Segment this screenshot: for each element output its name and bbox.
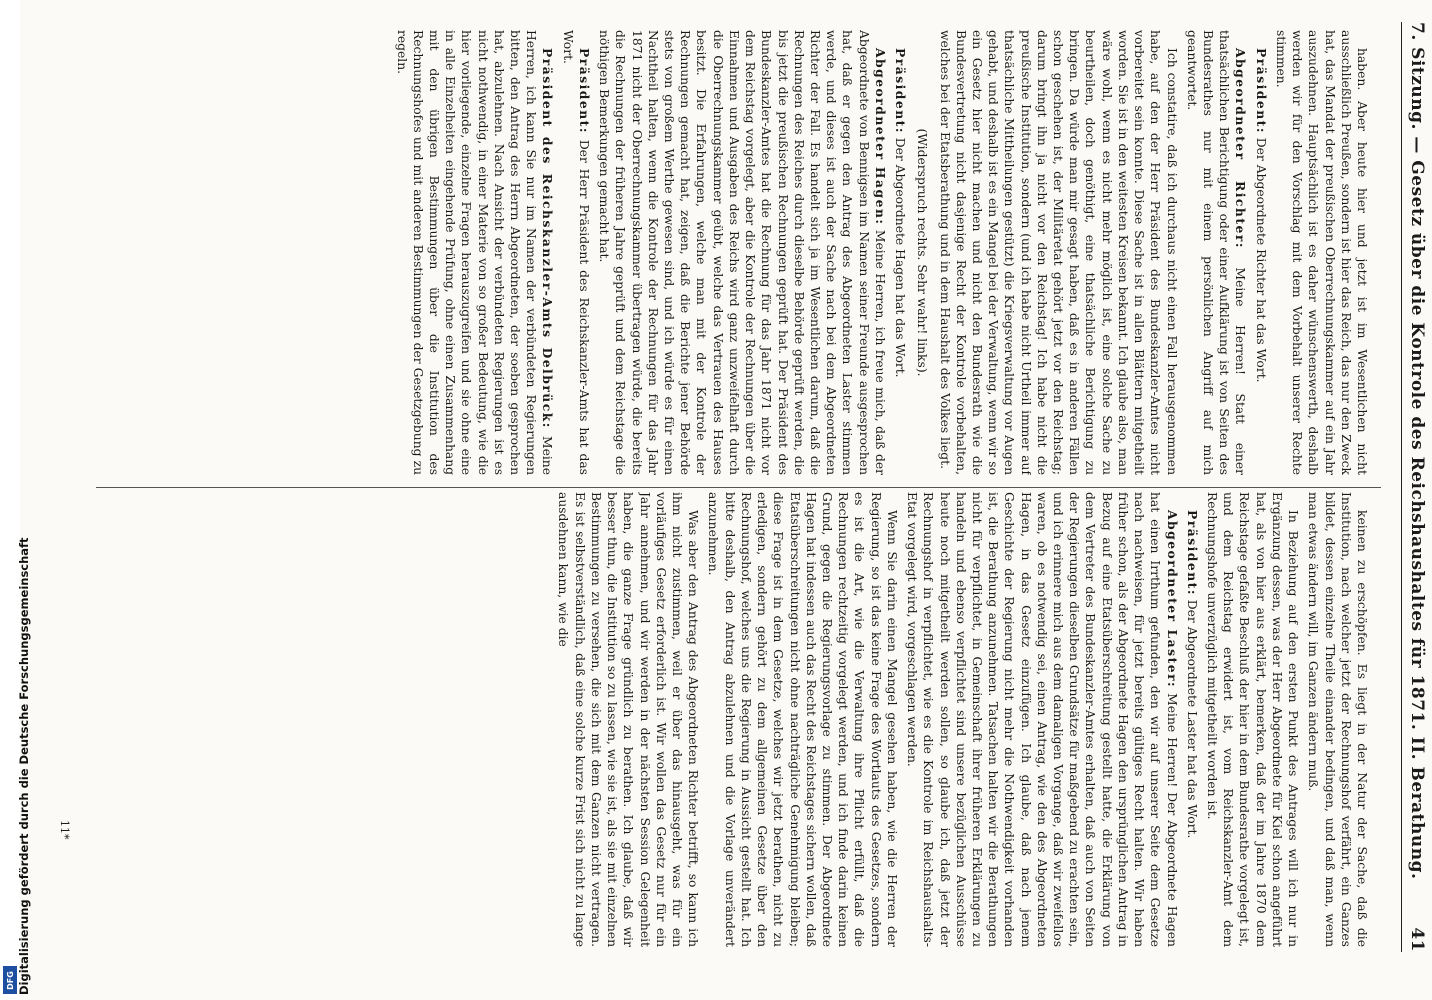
speaker-label: Präsident des Reichskanzler-Amts Delbrück:	[540, 48, 556, 429]
running-title: 7. Sitzung. — Gesetz über die Kontrole des Reichshaushaltes für 1871. II. Berathung.	[1407, 22, 1428, 880]
paragraph	[393, 30, 555, 475]
paragraph	[1204, 492, 1301, 947]
speaker-label: Abgeordneter Hagen:	[872, 48, 888, 226]
signature-mark: 11*	[58, 820, 71, 840]
paragraph-text: Meine Herren! Statt einer thatsächlichen Berichtigung oder einer Aufklärung ist von Seiten des Bundesrathes nur mit einem persönlichen Angriff auf mich geantwortet.	[1184, 30, 1248, 475]
paragraph	[904, 492, 1180, 947]
paragraph	[1273, 30, 1370, 475]
paragraph	[555, 492, 701, 947]
paragraph-text: Der Abgeordnete Richter hat das Wort.	[1253, 137, 1268, 383]
paragraph	[1184, 30, 1249, 475]
page-number: 41	[1407, 927, 1428, 952]
paragraph-text: keinen zu erschöpfen. Es liegt in der Natur der Sache, daß die Institution, nach welcher jetzt der Rechnungshof verfährt, ein Ganzes bildet, dessen einzelne Theile einander bedingen, und daß man, wenn man etwas ändern will, im Ganzen ändern muß.	[1306, 492, 1369, 947]
digitization-credit-text: Digitalisierung gefördert durch die Deutsche Forschungsgemeinschaft	[17, 537, 31, 995]
paragraph-text: Der Abgeordnete Hagen hat das Wort.	[893, 137, 908, 378]
digitization-credit-strip	[0, 0, 31, 1000]
paragraph-text: Was aber den Antrag des Abgeordneten Richter betrifft, so kann ich ihm nicht zustimmen, weil er über das hinausgeht, was für ein vorläufiges Gesetz erforderlich ist. Wir wollen das Gesetz nur für ein Jahr annehmen, und wir werden in der nächsten Session Gelegenheit haben, die ganze Frage gründlich zu berathen. Ich glaube, daß wir besser thun, die Institution so zu lassen, wie sie ist, als sie mit einzelnen Bestimmungen zu versehen, die sich mit dem Ganzen nicht vertragen. Es ist selbstverständlich, daß eine solche kurze Frist sich nicht zu lange ausdehnen kann, wie die	[556, 492, 701, 947]
paragraph-text: Wenn Sie darin einen Mangel gesehen haben, wie die Herren der Regierung, so ist das keine Frage des Wortlauts des Gesetzes, sondern es ist die Art, wie die Verwaltung ihre Pflicht erfüllt, daß die Rechnungen rechtzeitig vorgelegt werden, und ich finde darin keinen Grund, gegen die Regierungsvorlage zu stimmen. Der Abgeordnete Hagen hat indessen auch das Recht des Reichstages sichern wollen, daß Etatsüberschreitungen nicht ohne nachträgliche Genehmigung bleiben; diese Frage ist in dem Gesetze, welches wir jetzt berathen, nicht zu erledigen, sondern gehört zu dem allgemeinen Gesetze über den Rechnungshof, welches uns die Regierung in Aussicht gestellt hat. Ich bitte deshalb, den Antrag abzulehnen und die Vorlage unverändert anzunehmen.	[706, 492, 899, 947]
text-column-left	[108, 30, 1370, 475]
column-divider	[96, 487, 1381, 488]
paragraph	[1305, 492, 1370, 947]
running-header	[1401, 22, 1432, 952]
paragraph-text: Der Abgeordnete Laster hat das Wort.	[1184, 599, 1199, 839]
paragraph	[914, 30, 930, 475]
paragraph	[936, 30, 1179, 475]
speaker-label: Präsident:	[576, 48, 592, 134]
paragraph-text: Meine Herren! Der Abgeordnete Hagen hat einen Irrthum gefunden, den wir auf unserer Seite dem Gesetze nach nachweisen, für jetzt bereits gültiges Recht halten. Wir haben früher schon, als der Abgeordnete Hagen den ursprünglichen Antrag in Bezug auf eine Etatsüberschreitung gestellt hatte, die Erklärung von dem Vertreter des Bundeskanzler-Amtes erhalten, daß auch von Seiten der Regierungen dieselben Grundsätze für maßgebend zu erachten sein, und ich erinnere mich aus dem damaligen Vorgange, daß wir zweifellos waren, ob es notwendig sei, einen Antrag, wie den des Abgeordneten Hagen, in das Gesetz einzufügen. Ich glaube, daß nach jenem Geschichte der Regierung nicht mehr die Nothwendigkeit vorhanden ist, die Berathung anzunehmen. Tatsachen halten wir die Berathungen nicht für verpflichtet, in Gemeinschaft ihrer früheren Erklärungen zu handeln und ebenso verpflichtet sind unsere bezüglichen Ausschüsse heute noch mitgetheilt werden sollen, so glaube ich, daß jetzt der Rechnungshof in verpflichtet, wie es die Kontrole im Reichshaushalts-Etat vorgelegt wird, vorgeschlagen werden.	[905, 492, 1179, 947]
speaker-label: Abgeordneter Laster:	[1164, 510, 1180, 689]
paragraph	[1184, 492, 1200, 947]
dfg-logo: DFG	[3, 966, 17, 994]
paragraph-text: Der Herr Präsident des Reichskanzler-Amts hat das Wort.	[560, 30, 591, 475]
paragraph-text: Ich constatire, daß ich durchaus nicht einen Fall herausgenommen habe, auf den der Herr Präsident des Bundeskanzler-Amtes nicht vorbereitet sein konnte. Diese Sache ist in allen Blättern mitgetheilt worden. Sie ist in den weitesten Kreisen bekannt. Ich glaube also, man wäre wohl, wenn es nicht mehr möglich ist, eine solche Sache zu beurtheilen, doch genöthigt, eine thatsächliche Berichtigung zu bringen. Da würde man mir gesagt haben, daß es in anderen Fällen schon geschehen ist, der Militäretat gehört jetzt vor den Reichstag; darum bringt ihn ja nicht vor den Reichstag! Ich habe nicht die preußische Institution, sondern (und ich habe nicht Urtheil immer auf thatsächliche Mittheilungen gestützt) die Kriegsverwaltung vor Augen gehabt, und deshalb ist es ein Mangel bei der Verwaltung, wenn wir so ein Gesetz hier nicht machen und nicht den Bundesrath wie die Bundesvertretung nicht dasjenige Recht der Kontrole vorbehalten, welches bei der Etatsberathung und in dem Haushalt des Volkes liegt.	[937, 30, 1179, 475]
speaker-label: Präsident:	[893, 48, 909, 134]
text-column-right	[108, 492, 1370, 947]
speaker-label: Präsident:	[1253, 48, 1269, 134]
speaker-label: Abgeordneter Richter:	[1233, 48, 1249, 249]
running-header-area	[1392, 22, 1432, 952]
paragraph-text: In Beziehung auf den ersten Punkt des Antrages will ich nur in Ergänzung dessen, was der Herr Abgeordnete für Kiel schon angeführt hat, als von hier aus erklärt, bemerken, daß der im Jahre 1870 dem Reichstage gefaßte Beschluß der hier in dem Bundesrathe vorgelegt ist, und dem Reichstag erwidert ist, vom Reichskanzler-Amt dem Rechnungshofe unverzüglich mitgetheilt worden ist.	[1205, 492, 1301, 947]
paragraph	[596, 30, 888, 475]
paragraph-text: (Widerspruch rechts. Sehr wahr! links).	[915, 128, 930, 377]
paragraph	[1252, 30, 1268, 475]
speaker-label: Präsident:	[1184, 510, 1200, 596]
paragraph-text: haben. Aber heute hier und jetzt ist im Wesentlichen nicht ausschließlich Preußen, sondern ist hier das Reich, das nur den Zweck hat, das Mandat der preußischen Oberrechnungskammer auf ein Jahr auszudehnen. Hauptsächlich ist es daher wünschenswerth, deshalb werden wir für den Vorschlag mit dem Vorbehalt unserer Rechte stimmen.	[1273, 30, 1369, 475]
paragraph	[560, 30, 592, 475]
paragraph	[705, 492, 900, 947]
paragraph-text: Meine Herren, ich freue mich, daß der Abgeordnete von Bennigsen im Namen seiner Freunde ausgesprochen hat, daß er gegen den Antrag des Abgeordneten Laster stimmen werde, und dieses ist auch der Sache nach bei dem Abgeordneten Richter der Fall. Es handelt sich ja im Wesentlichen darum, daß die Rechnungen des Reiches durch dieselbe Behörde geprüft werden, die bis jetzt die preußischen Rechnungen geprüft hat. Der Präsident des Bundeskanzler-Amtes hat die Rechnung für das Jahr 1871 nicht vor dem Reichstag vorgelegt, aber die Kontrole der Rechnungen über die Einnahmen und Ausgaben des Reichs wird ganz unzweifelhaft durch die Oberrechnungskammer geübt, welche das Vertrauen des Hauses besitzt. Die Erfahrungen, welche man mit der Kontrole der Rechnungen gemacht hat, zeigen, daß die Berichte jener Behörde stets von großem Werthe gewesen sind, und ich würde es für einen Nachtheil halten, wenn die Kontrole der Rechnungen für das Jahr 1871 nicht der Oberrechnungskammer übertragen würde, die bereits die Rechnungen der früheren Jahre geprüft und dem Reichstage die nöthigen Bemerkungen gemacht hat.	[597, 30, 887, 475]
paragraph	[892, 30, 908, 475]
paragraph-text: Meine Herren, ich kann Sie nur im Namen der verbündeten Regierungen bitten, den Antrag des Herrn Abgeordneten, der soeben gesprochen hat, abzulehnen. Nach Ansicht der verbündeten Regierungen ist es nicht nothwendig, in einer Materie von so großer Bedeutung, wie die hier vorliegende, einzelne Fragen herauszugreifen und sie ohne eine in alle Einzelheiten eingehende Prüfung, ohne einen Zusammenhang mit den übrigen Bestimmungen über die Institution des Rechnungshofes und mit anderen Bestimmungen der Gesetzgebung zu regeln.	[394, 30, 555, 475]
